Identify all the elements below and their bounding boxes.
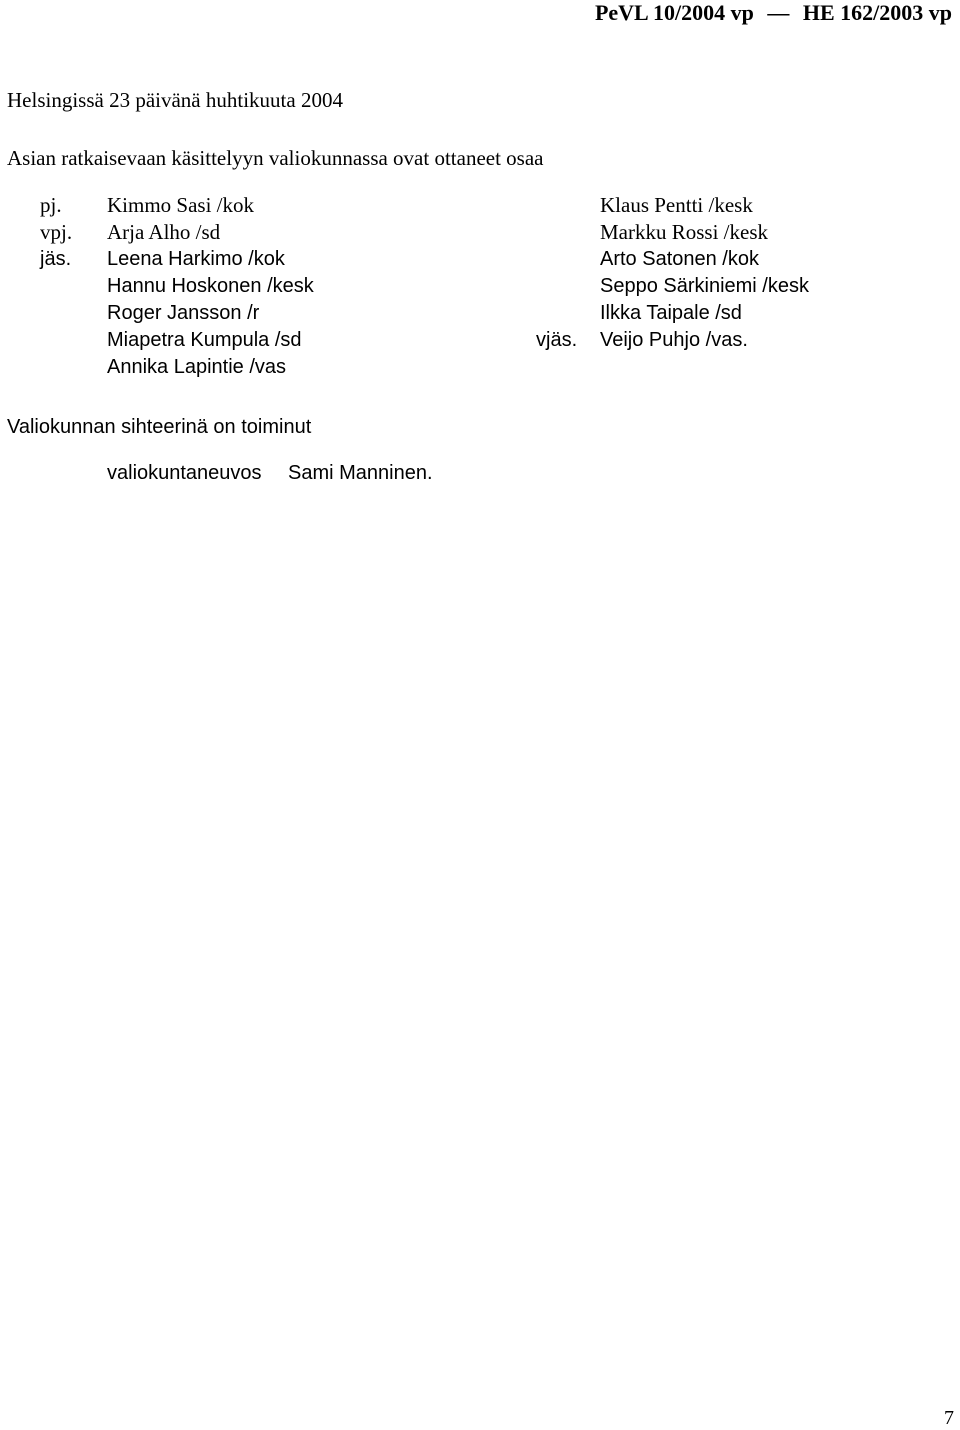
member-role: vjäs. (536, 329, 578, 351)
member-role: jäs. (40, 248, 72, 270)
member-name: Markku Rossi /kesk (600, 220, 768, 244)
document-reference: PeVL 10/2004 vp (594, 0, 754, 25)
member-name: Ilkka Taipale /sd (600, 302, 742, 324)
header-separator: — (767, 0, 790, 25)
place-date: Helsingissä 23 päivänä huhtikuuta 2004 (7, 88, 343, 112)
member-name: Klaus Pentti /kesk (600, 193, 753, 217)
member-role: vpj. (40, 220, 73, 244)
member-name: Hannu Hoskonen /kesk (107, 275, 314, 297)
member-name: Veijo Puhjo /vas. (600, 329, 748, 351)
member-name: Roger Jansson /r (107, 302, 260, 324)
secretary-title: valiokuntaneuvos (107, 462, 262, 484)
member-role: pj. (40, 193, 62, 217)
related-reference: HE 162/2003 vp (802, 0, 952, 25)
member-name: Kimmo Sasi /kok (107, 193, 255, 217)
participants-intro: Asian ratkaisevaan käsittelyyn valiokunnassa ovat ottaneet osaa (7, 146, 544, 170)
member-name: Miapetra Kumpula /sd (107, 329, 302, 351)
member-name: Seppo Särkiniemi /kesk (600, 275, 809, 297)
secretary-name: Sami Manninen. (288, 462, 433, 484)
member-name: Annika Lapintie /vas (107, 356, 287, 378)
page-number: 7 (944, 1407, 954, 1429)
member-name: Arto Satonen /kok (600, 248, 759, 270)
running-header (595, 0, 952, 26)
member-name: Leena Harkimo /kok (107, 248, 285, 270)
secretary-intro: Valiokunnan sihteerinä on toiminut (7, 416, 312, 438)
member-name: Arja Alho /sd (107, 220, 221, 244)
